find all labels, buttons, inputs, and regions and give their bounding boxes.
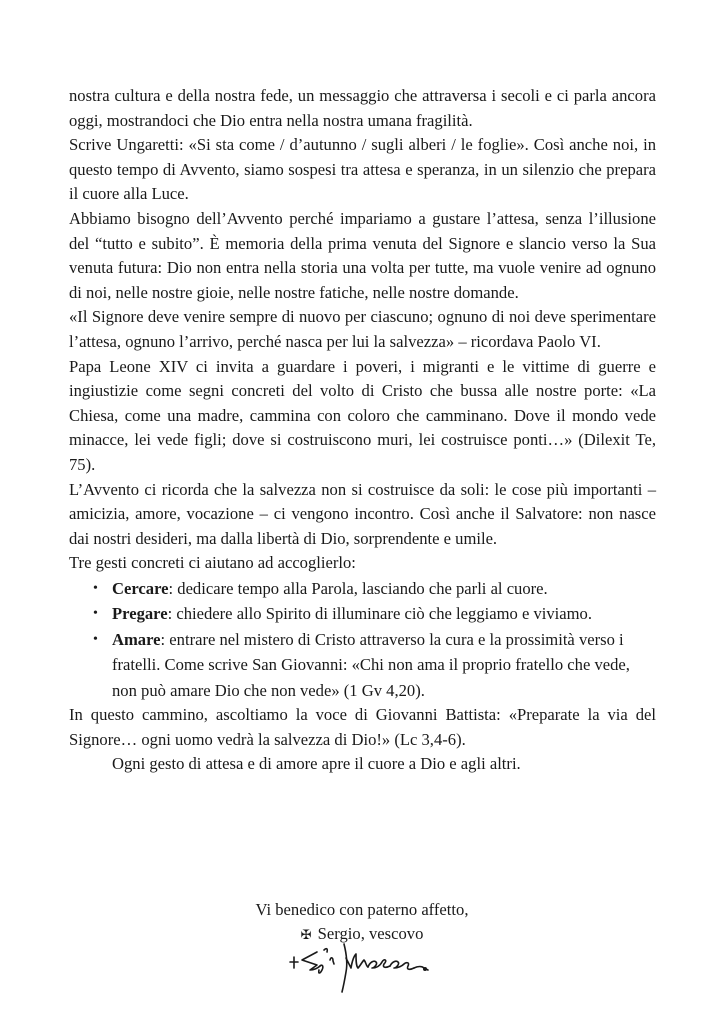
paragraph-intro: nostra cultura e della nostra fede, un messaggio che attraversa i secoli e ci parla ancora oggi, mostrandoci che Dio entra nella nostra umana fragilità.	[69, 86, 656, 130]
paragraph-advent-need: Abbiamo bisogno dell’Avvento perché impariamo a gustare l’attesa, senza l’illusione del “tutto e subito”. È memoria della prima venuta del Signore e slancio verso la Sua venuta futura: Dio non entra nella storia una volta per tutte, ma vuole venire ad ognuno di noi, nelle nostre gioie, nelle nostre fatiche, nelle nostre domande.	[69, 208, 656, 302]
bishop-cross-icon: ✠	[300, 927, 312, 942]
gesture-term: Pregare	[112, 604, 168, 624]
paragraph-paolo-vi-quote: «Il Signore deve venire sempre di nuovo per ciascuno; ognuno di noi deve sperimentare l’attesa, ognuno l’arrivo, perché nasca per lui la salvezza» – ricordava Paolo VI.	[69, 307, 656, 351]
blessing-text: Vi benedico con paterno affetto,	[255, 900, 469, 919]
handwritten-signature-icon	[284, 940, 444, 1000]
paragraph-three-gestures: Tre gesti concreti ci aiutano ad accoglierlo:	[69, 553, 356, 573]
gesture-text: : dedicare tempo alla Parola, lasciando che parli al cuore.	[168, 578, 548, 598]
bullet-icon: •	[93, 580, 98, 596]
signer-name: Sergio, vescovo	[317, 924, 424, 943]
paragraph-final: Ogni gesto di attesa e di amore apre il cuore a Dio e agli altri.	[112, 754, 521, 774]
bullet-icon: •	[93, 606, 98, 622]
bullet-icon: •	[93, 631, 98, 647]
gestures-list	[69, 576, 656, 703]
list-item-pregare	[93, 601, 656, 626]
list-item-amare	[93, 627, 656, 703]
paragraph-giovanni-battista: In questo cammino, ascoltiamo la voce di Giovanni Battista: «Preparate la via del Signore… ogni uomo vedrà la salvezza di Dio!» (Lc 3,4-6).	[69, 704, 656, 749]
gesture-term: Amare	[112, 629, 161, 649]
paragraph-leone-xiv: Papa Leone XIV ci invita a guardare i poveri, i migranti e le vittime di guerre e ingiustizie come segni concreti del volto di Cristo che bussa alle nostre porte: «La Chiesa, come una madre, cammina con coloro che camminano. Dove il mondo vede minacce, lei vede figli; dove si costruiscono muri, lei costruisce ponti…» (Dilexit Te, 75).	[69, 356, 656, 474]
letter-body	[69, 84, 656, 777]
gesture-term: Cercare	[112, 578, 169, 598]
gesture-text: : chiedere allo Spirito di illuminare ciò che leggiamo e viviamo.	[167, 604, 592, 624]
paragraph-salvation: L’Avvento ci ricorda che la salvezza non si costruisce da soli: le cose più importanti – amicizia, amore, vocazione – ci vengono incontro. Così anche il Salvatore: non nasce dai nostri desideri, ma dalla libertà di Dio, sorprendente e umile.	[69, 479, 656, 548]
list-item-cercare	[93, 576, 656, 601]
gesture-text: : entrare nel mistero di Cristo attraverso la cura e la prossimità verso i fratelli. Come scrive San Giovanni: «Chi non ama il proprio fratello che vede, non può amare Dio che non vede» (1 Gv 4,20).	[112, 629, 630, 700]
paragraph-ungaretti: Scrive Ungaretti: «Si sta come / d’autunno / sugli alberi / le foglie». Così anche noi, in questo tempo di Avvento, siamo sospesi tra attesa e speranza, in un silenzio che prepara il cuore alla Luce.	[69, 135, 656, 204]
